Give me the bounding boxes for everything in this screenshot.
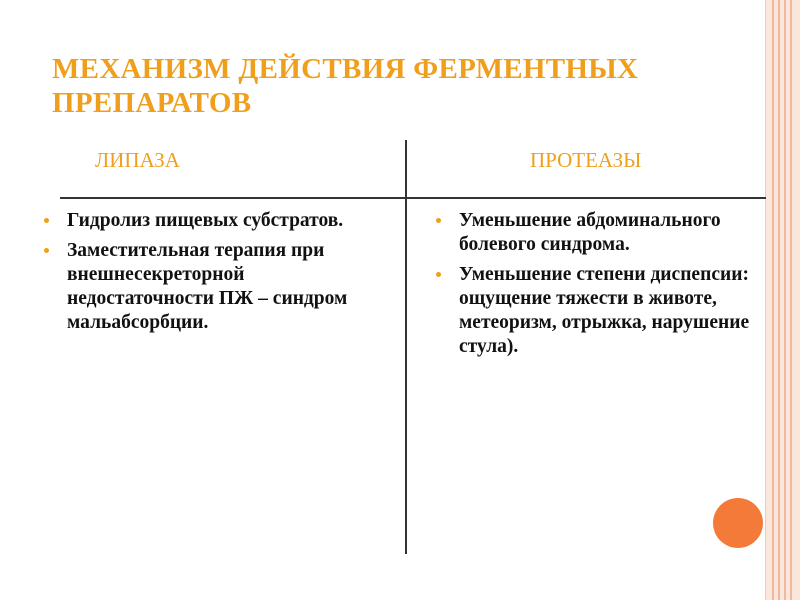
bullet-icon: [44, 218, 49, 223]
list-item: [44, 209, 394, 233]
column-header-lipase: ЛИПАЗА: [95, 148, 180, 172]
list-item: [436, 263, 758, 359]
list-item: [44, 239, 394, 335]
list-item-text: Заместительная терапия при внешнесекреторной недостаточности ПЖ – синдром мальабсорбции.: [67, 240, 348, 333]
list-item-text: Уменьшение абдоминального болевого синдрома.: [459, 210, 721, 255]
bullet-icon: [436, 272, 441, 277]
lipase-list: [44, 209, 394, 341]
bullet-icon: [44, 248, 49, 253]
decorative-circle-icon: [713, 498, 763, 548]
table-horizontal-divider: [60, 197, 766, 199]
list-item-text: Гидролиз пищевых субстратов.: [67, 210, 344, 231]
list-item-text: Уменьшение степени диспепсии: ощущение тяжести в животе, метеоризм, отрыжка, нарушение стула).: [459, 264, 750, 357]
table-vertical-divider: [405, 140, 407, 554]
column-header-proteases: ПРОТЕАЗЫ: [530, 148, 642, 172]
bullet-icon: [436, 218, 441, 223]
slide-title: МЕХАНИЗМ ДЕЙСТВИЯ ФЕРМЕНТНЫХ ПРЕПАРАТОВ: [52, 53, 639, 119]
decorative-border: [765, 0, 800, 600]
proteases-list: [436, 209, 758, 365]
list-item: [436, 209, 758, 257]
